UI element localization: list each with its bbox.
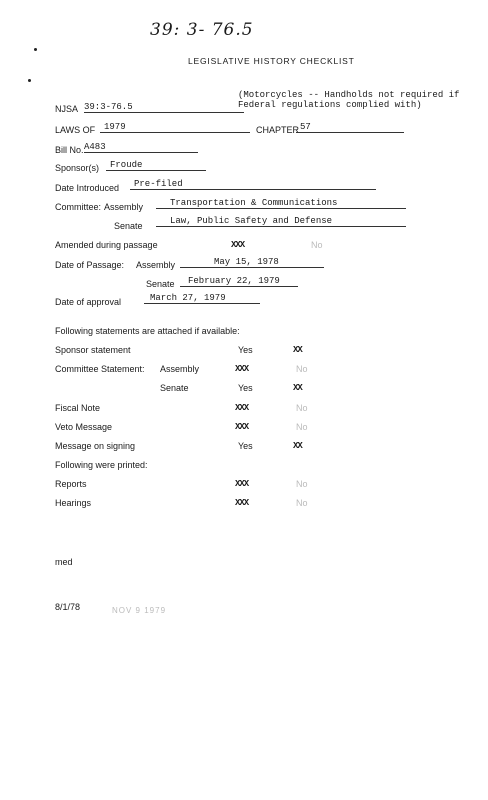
statement-label: Sponsor statement (55, 345, 131, 355)
statement-yes: XXX (235, 422, 249, 432)
initials: med (55, 557, 73, 567)
statement-yes: Yes (238, 441, 253, 451)
statement-label: Fiscal Note (55, 403, 101, 413)
statement-no: XX (293, 383, 302, 393)
approval-value: March 27, 1979 (144, 293, 260, 304)
handwritten-number: 39: 3- 76.5 (150, 20, 254, 40)
njsa-value: 39:3-76.5 (84, 102, 244, 113)
statement-sub: Senate (160, 383, 189, 393)
printed-label: Reports (55, 479, 87, 489)
bill-no-label: Bill No. (55, 145, 84, 155)
statement-yes: Yes (238, 345, 253, 355)
amended-yes: XXX (231, 240, 245, 250)
committee-label: Committee: (55, 202, 102, 212)
received-stamp: NOV 9 1979 (112, 606, 167, 615)
passage-senate-label: Senate (146, 279, 175, 289)
committee-assembly-value: Transportation & Communications (156, 198, 406, 209)
committee-senate-value: Law, Public Safety and Defense (156, 216, 406, 227)
amended-label: Amended during passage (55, 240, 158, 250)
printed-label: Hearings (55, 498, 92, 508)
statement-no: No (296, 422, 308, 432)
note-line-2: Federal regulations complied with) (238, 100, 422, 110)
statement-sub: Assembly (160, 364, 200, 374)
statement-no: No (296, 403, 308, 413)
date-introduced-value: Pre-filed (130, 179, 376, 190)
statements-heading: Following statements are attached if available: (55, 326, 240, 336)
printed-yes: XXX (235, 498, 249, 508)
approval-label: Date of approval (55, 297, 122, 307)
statement-yes: Yes (238, 383, 253, 393)
njsa-label: NJSA (55, 104, 79, 114)
amended-no: No (311, 240, 323, 250)
committee-senate-label: Senate (114, 221, 143, 231)
date-footer: 8/1/78 (55, 602, 81, 612)
printed-no: No (296, 479, 308, 489)
statement-no: XX (293, 345, 302, 355)
statement-yes: XXX (235, 403, 249, 413)
note-line-1: (Motorcycles -- Handholds not required if (238, 90, 460, 100)
laws-of-label: LAWS OF (55, 125, 96, 135)
statement-label: Committee Statement: (55, 364, 145, 374)
printed-yes: XXX (235, 479, 249, 489)
chapter-label: CHAPTER (256, 125, 300, 135)
punch-mark (28, 79, 31, 82)
passage-assembly-value: May 15, 1978 (180, 257, 324, 268)
page-title: LEGISLATIVE HISTORY CHECKLIST (188, 56, 355, 66)
statement-yes: XXX (235, 364, 249, 374)
sponsor-label: Sponsor(s) (55, 163, 100, 173)
statement-no: XX (293, 441, 302, 451)
passage-senate-value: February 22, 1979 (180, 276, 298, 287)
passage-label: Date of Passage: (55, 260, 125, 270)
sponsor-value: Froude (106, 160, 206, 171)
statement-no: No (296, 364, 308, 374)
printed-heading: Following were printed: (55, 460, 148, 470)
date-introduced-label: Date Introduced (55, 183, 120, 193)
passage-assembly-label: Assembly (136, 260, 176, 270)
statement-label: Veto Message (55, 422, 113, 432)
laws-of-value: 1979 (100, 122, 250, 133)
chapter-value: 57 (296, 122, 404, 133)
bill-no-value: A483 (84, 142, 198, 153)
committee-assembly-label: Assembly (104, 202, 144, 212)
statement-label: Message on signing (55, 441, 136, 451)
printed-no: No (296, 498, 308, 508)
punch-mark (34, 48, 37, 51)
